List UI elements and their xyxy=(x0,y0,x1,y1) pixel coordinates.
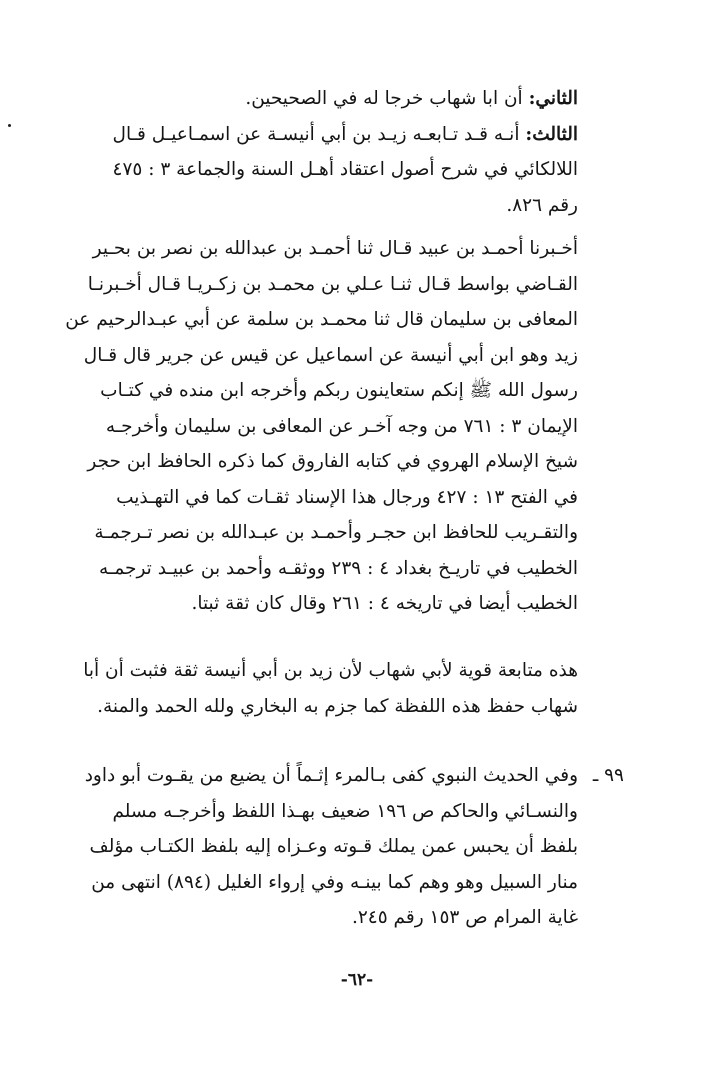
paragraph-third-line: رقم ٨٢٦. xyxy=(506,194,578,216)
isnad-line: في الفتح ١٣ : ٤٢٧ ورجال هذا الإسناد ثقـات كما في التهـذيب xyxy=(116,486,578,508)
label-third: الثالث: xyxy=(525,123,578,145)
isnad-line: والتقـريب للحافظ ابن حجـر وأحمـد بن عبـدالله بن نصر تـرجمـة xyxy=(94,522,578,543)
conclusion-line: شهاب حفظ هذه اللفظة كما جزم به البخاري ولله الحمد والمنة. xyxy=(97,695,578,717)
paragraph-third-text: أنـه قـد تـابعـه زيـد بن أبي أنيسـة عن اسمـاعيـل قـال xyxy=(112,123,520,145)
paragraph-third-line xyxy=(112,117,578,153)
isnad-line: القـاضي بواسط قـال ثنـا عـلي بن محمـد بن زكـريـا قـال أخـبرنـا xyxy=(87,273,578,295)
isnad-line: شيخ الإسلام الهروي في كتابه الفاروق كما ذكره الحافظ ابن حجر xyxy=(87,451,578,472)
isnad-line: الخطيب في تاريـخ بغداد ٤ : ٢٣٩ ووثقـه وأحمد بن عبيـد ترجمـه xyxy=(98,557,578,579)
isnad-line: رسول الله ﷺ إنكم ستعاينون ربكم وأخرجه ابن منده في كتـاب xyxy=(100,380,578,401)
conclusion-paragraph xyxy=(83,653,578,724)
isnad-line: المعافى بن سليمان قال ثنا محمـد بن سلمة عن أبي عبـدالرحيم عن xyxy=(65,309,578,330)
footnote-line: بلفظ أن يحبس عمن يملك قـوته وعـزاه إليه بلفظ الكتـاب مؤلف xyxy=(89,836,578,857)
section-second-third xyxy=(112,81,578,223)
paragraph-second-text: أن ابا شهاب خرجا له في الصحيحين. xyxy=(245,88,523,109)
footnote-number: ٩٩ ـ xyxy=(592,765,624,786)
footnote-line: منار السبيل وهو وهم كما بينـه وفي إرواء الغليل (٨٩٤) انتهى من xyxy=(91,871,578,893)
footnote-99 xyxy=(84,758,578,936)
isnad-line: الخطيب أيضا في تاريخه ٤ : ٢٦١ وقال كان ثقة ثبتا. xyxy=(191,593,578,614)
isnad-line: الإيمان ٣ : ٧٦١ من وجه آخـر عن المعافى بن سليمان وأخرجـه xyxy=(105,415,578,437)
footnote-line: غاية المرام ص ١٥٣ رقم ٢٤٥. xyxy=(351,907,578,928)
footnote-line: والنسـائي والحاكم ص ١٩٦ ضعيف بهـذا اللفظ وأخرجـه مسلم xyxy=(112,800,578,822)
footnote-line: وفي الحديث النبوي كفى بـالمرء إثـماً أن يضيع من يقـوت أبو داود xyxy=(84,765,578,786)
paragraph-third-line: اللالكائي في شرح أصول اعتقاد أهـل السنة والجماعة ٣ : ٤٧٥ xyxy=(112,159,578,180)
isnad-paragraph xyxy=(65,231,578,622)
isnad-line: زيد وهو ابن أبي أنيسة عن اسماعيل عن قيس عن جرير قال قـال xyxy=(83,344,578,366)
page-number: -٦٢- xyxy=(340,970,374,990)
paragraph-second xyxy=(130,81,578,117)
label-second: الثاني: xyxy=(528,88,578,109)
conclusion-line: هذه متابعة قوية لأبي شهاب لأن زيد بن أبي أنيسة ثقة فثبت أن أبا xyxy=(83,660,578,681)
isnad-line: أخـبرنا أحمـد بن عبيد قـال ثنا أحمـد بن عبدالله بن نصر بن بحـير xyxy=(92,238,578,259)
margin-dot xyxy=(8,124,11,127)
